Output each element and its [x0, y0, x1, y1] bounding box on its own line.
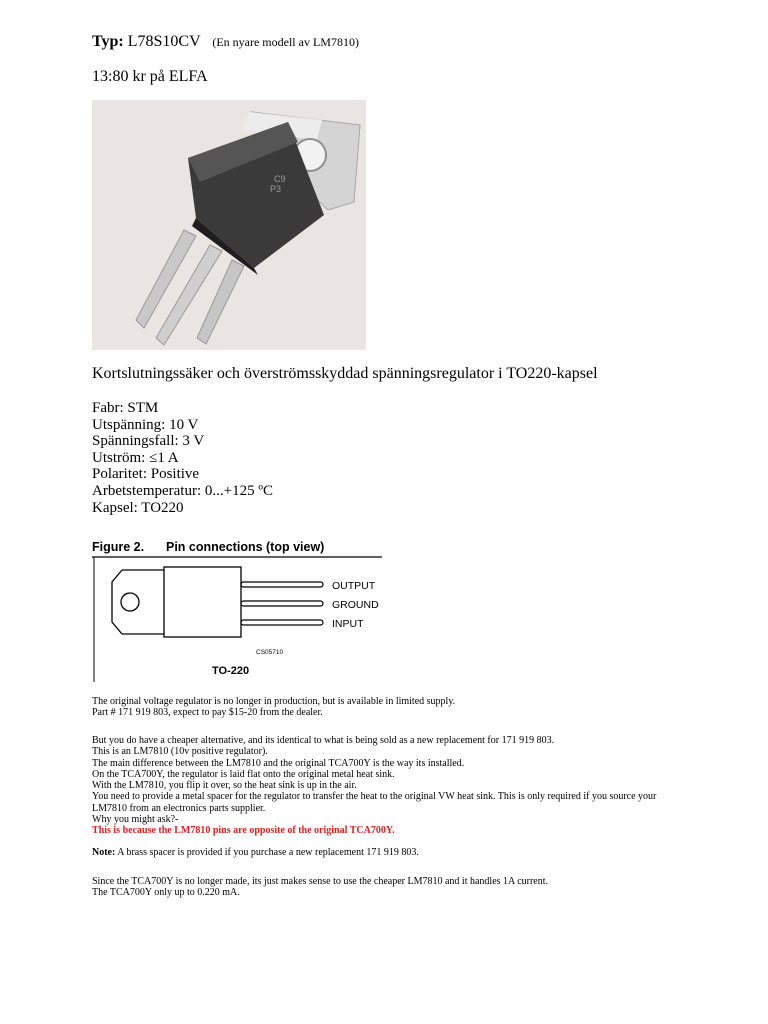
text-line: Part # 171 919 803, expect to pay $15-20 from the dealer. [92, 707, 323, 719]
paragraph-conclusion [92, 876, 548, 899]
figure-subtitle: Pin connections (top view) [166, 540, 325, 554]
text-line: Why you might ask?- [92, 814, 179, 826]
chip-marking-1: C9 [274, 174, 286, 184]
text-line: On the TCA700Y, the regulator is laid flat onto the original metal heat sink. [92, 768, 395, 780]
note-line [92, 847, 419, 858]
spec-manufacturer: Fabr: STM [92, 400, 159, 416]
text-line: The original voltage regulator is no longer in production, but is available in limited supply. [92, 696, 456, 707]
product-description: Kortslutningssäker och överströmsskyddad spänningsregulator i TO220-kapsel [92, 365, 598, 382]
type-label: Typ: [92, 33, 124, 50]
spec-list [92, 400, 273, 516]
model-note: (En nyare modell av LM7810) [212, 35, 359, 49]
pin-ground-label: GROUND [332, 599, 379, 611]
paragraph-alternative [92, 735, 656, 837]
pin-output-label: OUTPUT [332, 580, 376, 592]
title-line [92, 33, 359, 51]
spec-output-voltage: Utspänning: 10 V [92, 416, 199, 433]
warning-line: This is because the LM7810 pins are opposite of the original TCA700Y. [92, 825, 395, 837]
text-line: You need to provide a metal spacer for the regulator to transfer the heat to the original VW heat sink. This is only required if you source your [92, 791, 657, 803]
spec-output-current: Utström: ≤1 A [92, 449, 179, 466]
text-line: The TCA700Y only up to 0.220 mA. [92, 887, 240, 899]
spec-operating-temp: Arbetstemperatur: 0...+125 ºC [92, 482, 273, 499]
price-line: 13:80 kr på ELFA [92, 68, 208, 85]
text-line: Since the TCA700Y is no longer made, its just makes sense to use the cheaper LM7810 and it handles 1A current. [92, 876, 549, 887]
spec-voltage-drop: Spänningsfall: 3 V [92, 433, 205, 450]
note-text: A brass spacer is provided if you purchase a new replacement 171 919 803. [115, 847, 419, 858]
regulator-photo [92, 100, 366, 350]
text-line: With the LM7810, you flip it over, so the heat sink is up in the air. [92, 780, 357, 792]
text-line: This is an LM7810 (10v positive regulator). [92, 746, 268, 758]
text-line: The main difference between the LM7810 and the original TCA700Y is the way its installed. [92, 757, 465, 769]
package-label: TO-220 [212, 665, 250, 677]
figure-code: CS05710 [256, 649, 284, 656]
note-label: Note: [92, 847, 116, 858]
text-line: LM7810 from an electronics parts supplier. [92, 802, 266, 814]
text-line: But you do have a cheaper alternative, and its identical to what is being sold as a new replacement for 171 919 803. [92, 735, 555, 746]
chip-marking-2: P3 [270, 184, 282, 194]
spec-package: Kapsel: TO220 [92, 499, 184, 516]
paragraph-original-regulator [92, 696, 455, 719]
model-name: L78S10CV [127, 33, 201, 50]
figure-title: Figure 2. [92, 540, 145, 554]
pin-input-label: INPUT [332, 618, 364, 630]
spec-polarity: Polaritet: Positive [92, 466, 200, 483]
pin-connection-figure [92, 537, 382, 682]
